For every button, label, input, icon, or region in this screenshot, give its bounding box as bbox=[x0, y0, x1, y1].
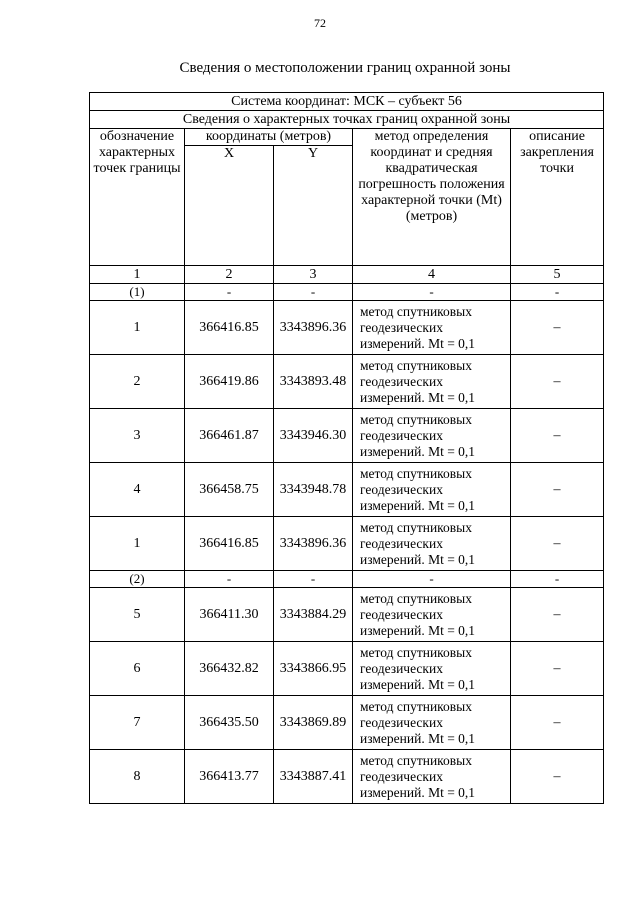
coordinate-system-row bbox=[90, 93, 604, 111]
point-number-cell: 6 bbox=[90, 642, 185, 696]
fixing-description-cell: – bbox=[511, 409, 604, 463]
x-coordinate-cell: 366435.50 bbox=[185, 696, 274, 750]
point-number-cell: (1) bbox=[90, 284, 185, 301]
point-number-cell: 7 bbox=[90, 696, 185, 750]
table-row bbox=[90, 517, 604, 571]
column-number: 3 bbox=[274, 266, 353, 284]
y-coordinate-cell: 3343896.36 bbox=[274, 517, 353, 571]
method-cell: метод спутниковых геодезических измерений. Mt = 0,1 bbox=[353, 696, 511, 750]
method-cell: - bbox=[353, 284, 511, 301]
x-coordinate-cell: 366411.30 bbox=[185, 588, 274, 642]
boundary-points-table bbox=[89, 92, 604, 804]
point-number-cell: 3 bbox=[90, 409, 185, 463]
method-cell: метод спутниковых геодезических измерений. Mt = 0,1 bbox=[353, 588, 511, 642]
x-coordinate-cell: 366416.85 bbox=[185, 301, 274, 355]
table-row bbox=[90, 642, 604, 696]
column-number: 5 bbox=[511, 266, 604, 284]
x-coordinate-cell: 366432.82 bbox=[185, 642, 274, 696]
point-number-cell: 1 bbox=[90, 517, 185, 571]
page-number: 72 bbox=[314, 16, 326, 30]
fixing-description-cell: - bbox=[511, 284, 604, 301]
point-number-cell: 8 bbox=[90, 750, 185, 804]
method-cell: метод спутниковых геодезических измерений. Mt = 0,1 bbox=[353, 301, 511, 355]
document-title: Сведения о местоположении границ охранной зоны bbox=[179, 60, 511, 76]
table-row bbox=[90, 588, 604, 642]
column-numbers-row bbox=[90, 266, 604, 284]
header-coordinates-group: координаты (метров) bbox=[185, 129, 353, 146]
method-cell: метод спутниковых геодезических измерений. Mt = 0,1 bbox=[353, 409, 511, 463]
header-point-designation: обозначение характерных точек границы bbox=[90, 129, 185, 266]
x-coordinate-cell: 366413.77 bbox=[185, 750, 274, 804]
y-coordinate-cell: 3343948.78 bbox=[274, 463, 353, 517]
table-row bbox=[90, 355, 604, 409]
x-coordinate-cell: 366416.85 bbox=[185, 517, 274, 571]
point-number-cell: 2 bbox=[90, 355, 185, 409]
x-coordinate-cell: 366419.86 bbox=[185, 355, 274, 409]
point-number-cell: 4 bbox=[90, 463, 185, 517]
fixing-description-cell: – bbox=[511, 750, 604, 804]
header-row bbox=[90, 129, 604, 146]
column-number: 1 bbox=[90, 266, 185, 284]
y-coordinate-cell: - bbox=[274, 571, 353, 588]
header-fixing-description: описание закрепления точки bbox=[511, 129, 604, 266]
y-coordinate-cell: 3343866.95 bbox=[274, 642, 353, 696]
method-cell: метод спутниковых геодезических измерений. Mt = 0,1 bbox=[353, 355, 511, 409]
fixing-description-cell: – bbox=[511, 696, 604, 750]
fixing-description-cell: - bbox=[511, 571, 604, 588]
y-coordinate-cell: 3343946.30 bbox=[274, 409, 353, 463]
y-coordinate-cell: 3343896.36 bbox=[274, 301, 353, 355]
header-method: метод определения координат и средняя квадратическая погрешность положения характерной точки (Mt) (метров) bbox=[353, 129, 511, 266]
y-coordinate-cell: 3343869.89 bbox=[274, 696, 353, 750]
method-cell: метод спутниковых геодезических измерений. Mt = 0,1 bbox=[353, 750, 511, 804]
x-coordinate-cell: - bbox=[185, 284, 274, 301]
contour-separator-row bbox=[90, 571, 604, 588]
method-cell: метод спутниковых геодезических измерений. Mt = 0,1 bbox=[353, 517, 511, 571]
x-coordinate-cell: - bbox=[185, 571, 274, 588]
fixing-description-cell: – bbox=[511, 301, 604, 355]
fixing-description-cell: – bbox=[511, 517, 604, 571]
column-number: 4 bbox=[353, 266, 511, 284]
fixing-description-cell: – bbox=[511, 642, 604, 696]
contour-separator-row bbox=[90, 284, 604, 301]
table-row bbox=[90, 750, 604, 804]
point-number-cell: 5 bbox=[90, 588, 185, 642]
header-x: X bbox=[185, 146, 274, 266]
table-row bbox=[90, 696, 604, 750]
x-coordinate-cell: 366461.87 bbox=[185, 409, 274, 463]
y-coordinate-cell: 3343887.41 bbox=[274, 750, 353, 804]
method-cell: метод спутниковых геодезических измерений. Mt = 0,1 bbox=[353, 463, 511, 517]
point-number-cell: (2) bbox=[90, 571, 185, 588]
y-coordinate-cell: 3343884.29 bbox=[274, 588, 353, 642]
y-coordinate-cell: 3343893.48 bbox=[274, 355, 353, 409]
fixing-description-cell: – bbox=[511, 355, 604, 409]
table-row bbox=[90, 463, 604, 517]
fixing-description-cell: – bbox=[511, 463, 604, 517]
coordinate-system-cell: Система координат: МСК – субъект 56 bbox=[90, 93, 604, 111]
point-number-cell: 1 bbox=[90, 301, 185, 355]
column-number: 2 bbox=[185, 266, 274, 284]
header-y: Y bbox=[274, 146, 353, 266]
y-coordinate-cell: - bbox=[274, 284, 353, 301]
method-cell: метод спутниковых геодезических измерений. Mt = 0,1 bbox=[353, 642, 511, 696]
table-subtitle-row bbox=[90, 111, 604, 129]
table-subtitle-cell: Сведения о характерных точках границ охранной зоны bbox=[90, 111, 604, 129]
method-cell: - bbox=[353, 571, 511, 588]
x-coordinate-cell: 366458.75 bbox=[185, 463, 274, 517]
table-row bbox=[90, 409, 604, 463]
table-row bbox=[90, 301, 604, 355]
fixing-description-cell: – bbox=[511, 588, 604, 642]
